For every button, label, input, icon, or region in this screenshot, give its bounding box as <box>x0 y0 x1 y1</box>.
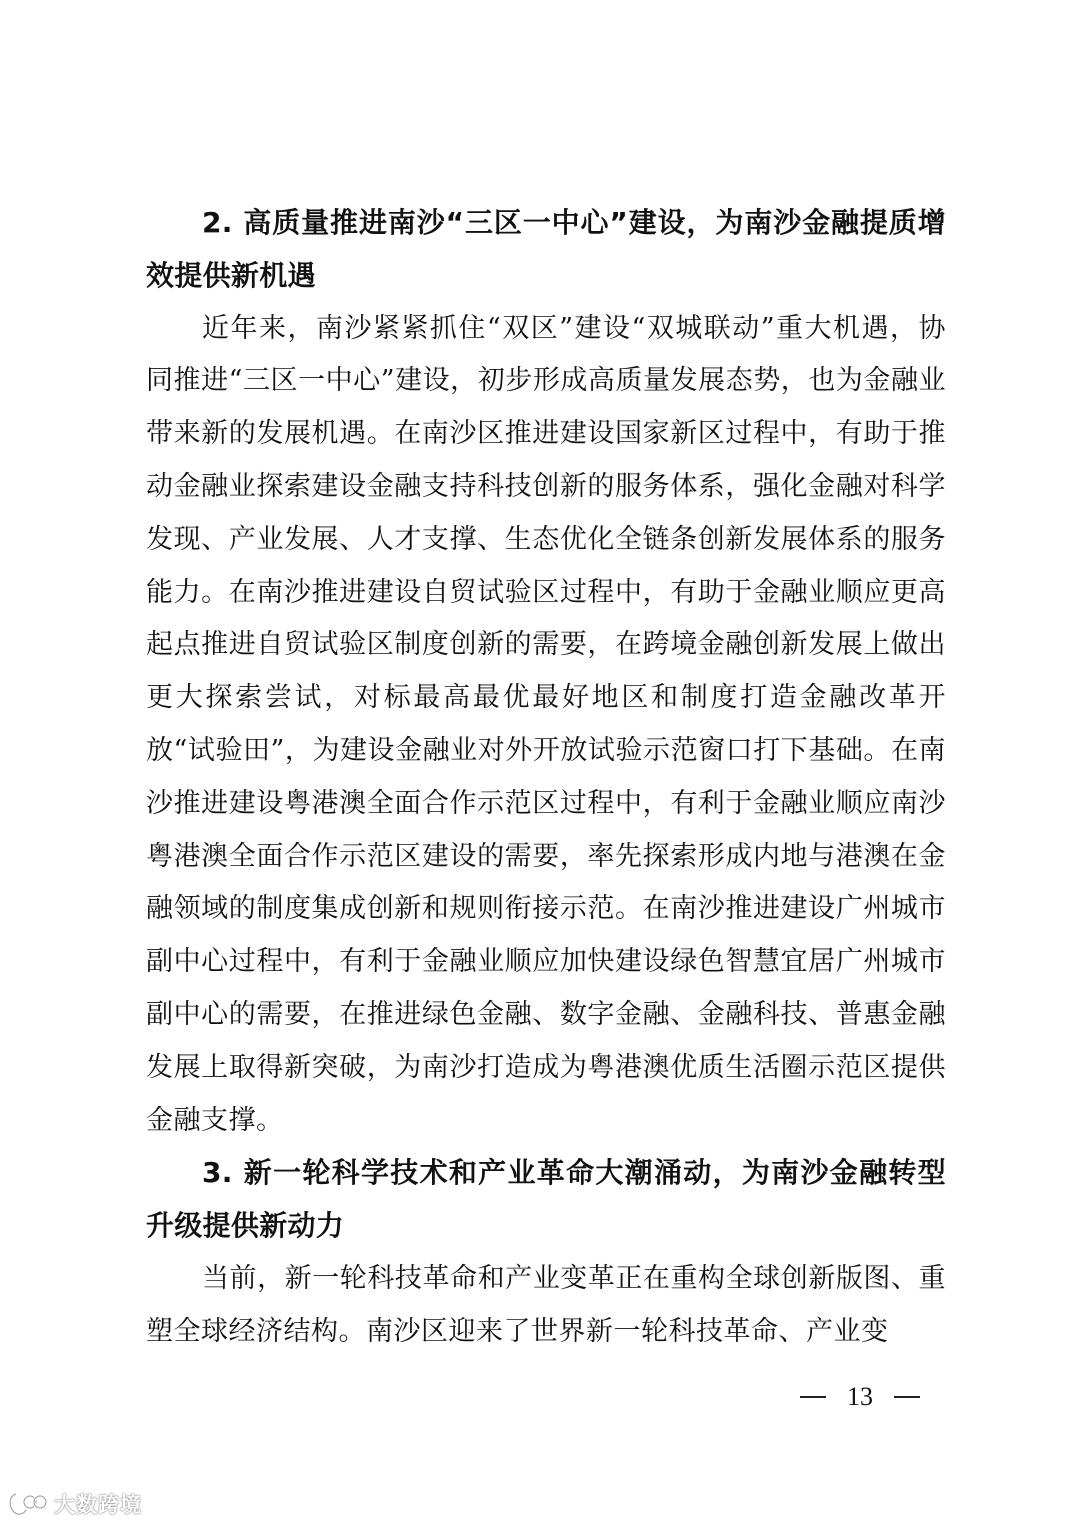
dash-right <box>894 1396 920 1398</box>
watermark <box>6 1488 142 1520</box>
page-number-text: 13 <box>847 1382 873 1411</box>
brand-logo-icon <box>6 1490 48 1518</box>
dash-left <box>800 1396 826 1398</box>
watermark-text: 大数跨境 <box>54 1493 142 1517</box>
document-body <box>146 197 946 1359</box>
section-paragraph: 当前，新一轮科技革命和产业变革正在重构全球创新版图、重塑全球经济结构。南沙区迎来了世界新一轮科技革命、产业变 <box>146 1262 946 1347</box>
section-heading-2: 2. 高质量推进南沙“三区一中心”建设，为南沙金融提质增效提供新机遇 <box>146 206 946 292</box>
section-heading-3: 3. 新一轮科学技术和产业革命大潮涌动，为南沙金融转型升级提供新动力 <box>146 1156 946 1243</box>
page-number <box>800 1382 920 1412</box>
section-paragraph: 近年来，南沙紧紧抓住“双区”建设“双城联动”重大机遇，协同推进“三区一中心”建设，初步形成高质量发展态势，也为金融业带来新的发展机遇。在南沙区推进建设国家新区过程中，有助于推动金融业探索建设金融支持科技创新的服务体系，强化金融对科学发现、产业发展、人才支撑、生态优化全链条创新发展体系的服务能力。在南沙推进建设自贸试验区过程中，有助于金融业顺应更高起点推进自贸试验区制度创新的需要，在跨境金融创新发展上做出更大探索尝试，对标最高最优最好地区和制度打造金融改革开放“试验田”，为建设金融业对外开放试验示范窗口打下基础。在南沙推进建设粤港澳全面合作示范区过程中，有利于金融业顺应南沙粤港澳全面合作示范区建设的需要，率先探索形成内地与港澳在金融领域的制度集成创新和规则衔接示范。在南沙推进建设广州城市副中心过程中，有利于金融业顺应加快建设绿色智慧宜居广州城市副中心的需要，在推进绿色金融、数字金融、金融科技、普惠金融发展上取得新突破，为南沙打造成为粤港澳优质生活圈示范区提供金融支撑。 <box>146 312 946 1136</box>
